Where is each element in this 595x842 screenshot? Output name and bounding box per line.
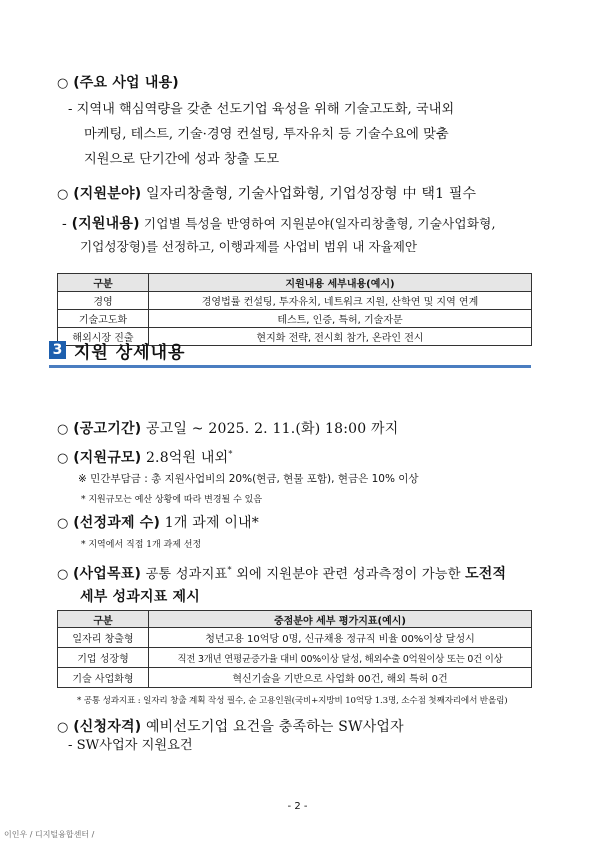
section-title: 지원 상세내용 — [74, 343, 186, 363]
support-content-table — [57, 273, 532, 346]
heading-main-business — [57, 72, 179, 92]
table-header-cell: 구분 — [58, 274, 149, 292]
business-goal-text-1: 공통 성과지표 — [141, 567, 228, 582]
notice-period-title: (공고기간) — [73, 421, 142, 437]
business-goal-sup: * — [227, 565, 232, 575]
circle-bullet-icon: ○ — [57, 720, 69, 735]
heading-eligibility — [57, 716, 404, 736]
selection-count-text: 1개 과제 이내* — [160, 515, 259, 531]
notice-period-text: 공고일 ~ 2025. 2. 11.(화) 18:00 까지 — [141, 421, 399, 437]
table-cell: 혁신기술을 기반으로 사업화 00건, 해외 특허 0건 — [149, 668, 532, 688]
support-scale-note-2: * 지원규모는 예산 상황에 따라 변경될 수 있음 — [81, 495, 263, 505]
support-scale-note-1: ※ 민간부담금 : 총 지원사업비의 20%(현금, 현물 포함), 현금은 10% 이상 — [78, 473, 419, 485]
page-number: - 2 - — [287, 801, 308, 812]
table-row — [58, 668, 532, 688]
circle-bullet-icon: ○ — [57, 516, 69, 531]
table-header-row — [58, 611, 532, 628]
table-row — [58, 310, 532, 328]
table-cell: 경영 — [58, 292, 149, 310]
support-field-title: (지원분야) — [73, 186, 142, 202]
section-divider — [49, 365, 531, 368]
main-business-line-2: 마케팅, 테스트, 기술·경영 컨설팅, 투자유치 등 기술수요에 맞춤 — [84, 127, 449, 142]
heading-business-goal — [57, 563, 506, 583]
circle-bullet-icon: ○ — [57, 567, 69, 582]
main-business-line-1: - 지역내 핵심역량을 갖춘 선도기업 육성을 위해 기술고도화, 국내외 — [68, 102, 455, 117]
heading-notice-period — [57, 418, 399, 438]
eligibility-text: 예비선도기업 요건을 충족하는 SW사업자 — [141, 719, 404, 735]
support-field-text: 일자리창출형, 기술사업화형, 기업성장형 中 택1 필수 — [141, 186, 477, 202]
table-header-cell: 구분 — [58, 611, 149, 628]
heading-support-scale — [57, 447, 233, 467]
support-content-text-1: 기업별 특성을 반영하여 지원분야(일자리창출형, 기술사업화형, — [139, 216, 496, 231]
circle-bullet-icon: ○ — [57, 187, 69, 202]
table-cell: 기업 성장형 — [58, 648, 149, 668]
table-row — [58, 628, 532, 648]
support-content-line-1 — [62, 213, 496, 233]
table-cell: 기술고도화 — [58, 310, 149, 328]
circle-bullet-icon: ○ — [57, 76, 69, 91]
circle-bullet-icon: ○ — [57, 451, 69, 466]
eligibility-sub: - SW사업자 지원요건 — [68, 738, 193, 753]
heading-support-field — [57, 183, 476, 203]
heading-selection-count — [57, 512, 259, 532]
support-content-title: (지원내용) — [71, 216, 140, 232]
selection-count-note: * 지역에서 직접 1개 과제 선정 — [81, 540, 202, 550]
table-row — [58, 292, 532, 310]
table-cell: 일자리 창출형 — [58, 628, 149, 648]
table-cell: 청년고용 10억당 0명, 신규채용 정규직 비율 00%이상 달성시 — [149, 628, 532, 648]
business-goal-text-2: 외에 지원분야 관련 성과측정이 가능한 — [231, 567, 466, 582]
table-cell: 직전 3개년 연평균증가율 대비 00%이상 달성, 해외수출 0억원이상 또는 0건 이상 — [149, 648, 532, 668]
table-cell: 테스트, 인증, 특허, 기술자문 — [149, 310, 532, 328]
table-header-cell: 지원내용 세부내용(예시) — [149, 274, 532, 292]
support-scale-text: 2.8억원 내외 — [141, 450, 229, 466]
heading-main-business-title: (주요 사업 내용) — [73, 75, 179, 91]
business-goal-title: (사업목표) — [72, 566, 142, 582]
support-scale-sup: * — [228, 449, 233, 459]
support-content-dash: - — [62, 216, 72, 232]
table-row — [58, 648, 532, 668]
table-cell: 현지화 전략, 전시회 참가, 온라인 전시 — [149, 328, 532, 346]
table-cell: 해외시장 진출 — [58, 328, 149, 346]
business-goal-line-2-text: 세부 성과지표 제시 — [80, 589, 200, 605]
table-cell: 경영법률 컨설팅, 투자유치, 네트워크 지원, 산학연 및 지역 연계 — [149, 292, 532, 310]
support-content-line-2: 기업성장형)를 선정하고, 이행과제를 사업비 범위 내 자율제안 — [80, 239, 418, 254]
main-business-line-3: 지원으로 단기간에 성과 창출 도모 — [84, 152, 280, 167]
table-header-row — [58, 274, 532, 292]
table-header-cell: 중점분야 세부 평가지표(예시) — [149, 611, 532, 628]
section-number-badge: 3 — [49, 341, 66, 359]
table-cell: 기술 사업화형 — [58, 668, 149, 688]
footer-author: 이인우 / 디지털융합센터 / — [4, 830, 95, 839]
circle-bullet-icon: ○ — [57, 422, 69, 437]
business-goal-bold-end: 도전적 — [465, 566, 507, 582]
evaluation-indicator-table — [57, 610, 532, 688]
support-scale-title: (지원규모) — [73, 450, 142, 466]
eligibility-title: (신청자격) — [73, 719, 142, 735]
business-goal-line-2 — [80, 586, 200, 606]
selection-count-title: (선정과제 수) — [73, 515, 161, 531]
business-goal-note: * 공통 성과지표 : 일자리 창출 계획 작성 필수, 순 고용인원(국비+지방비 10억당 1.3명, 소수점 첫째자리에서 반올림) — [77, 696, 508, 706]
